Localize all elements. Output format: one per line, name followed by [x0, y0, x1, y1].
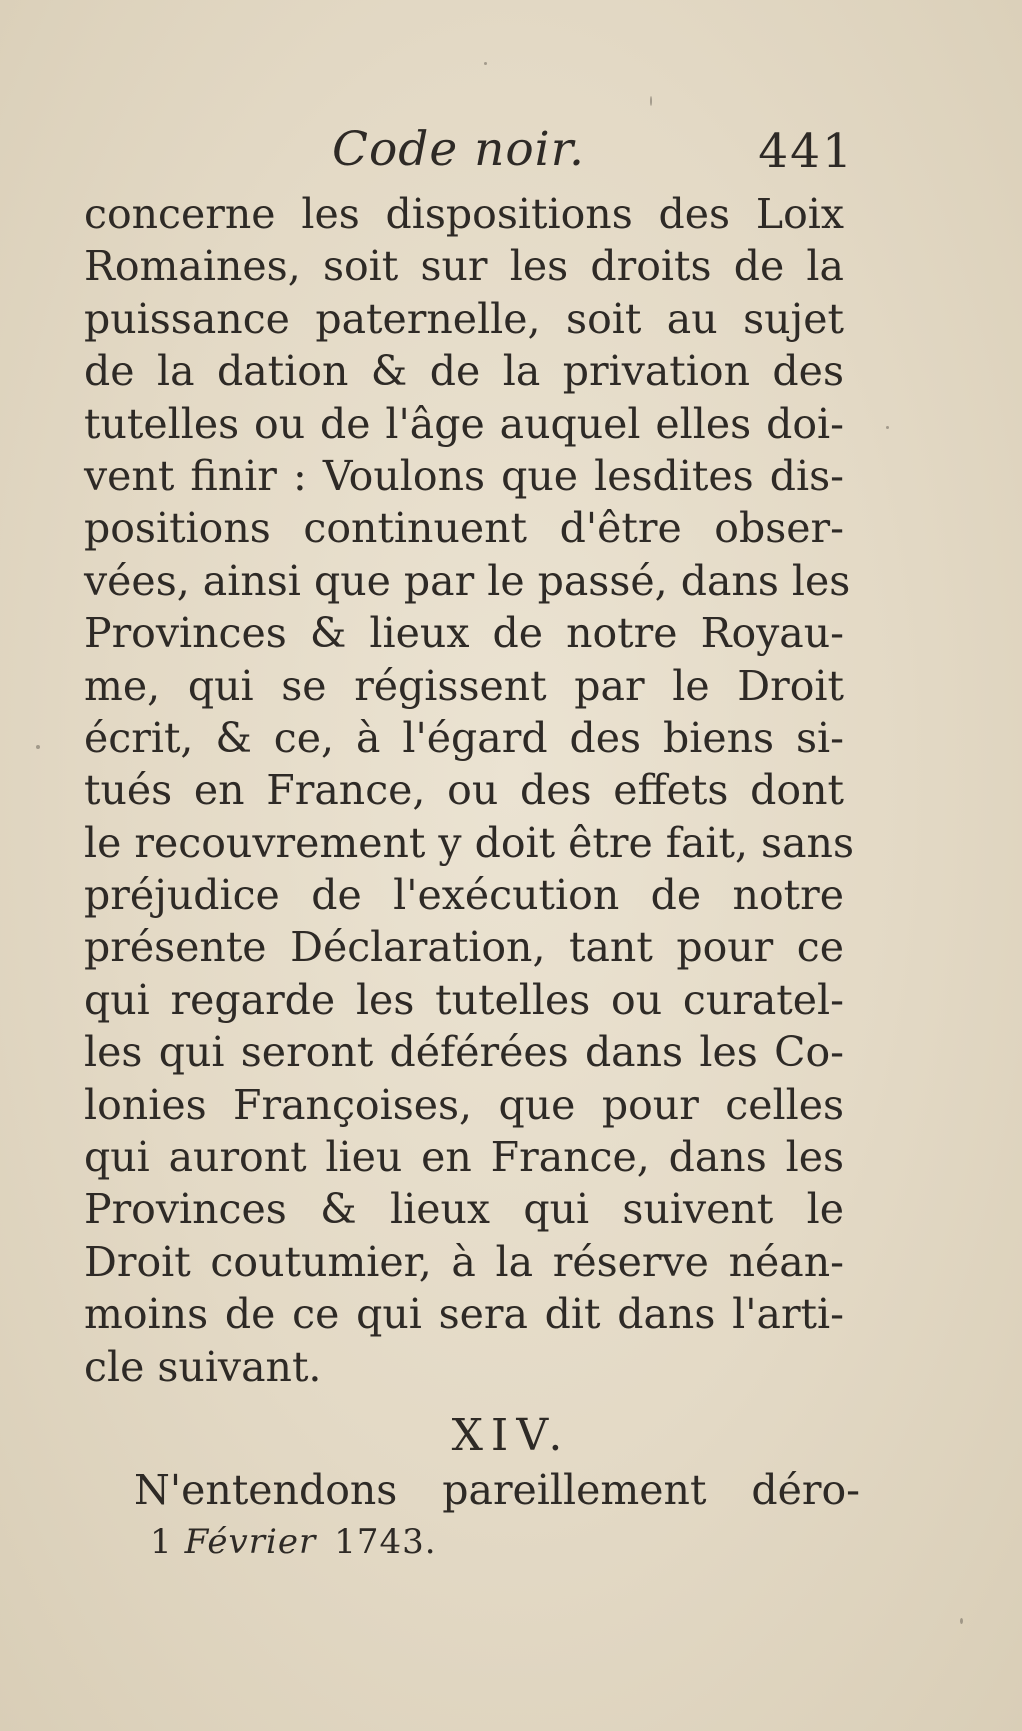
article-heading: XIV. [451, 1410, 571, 1461]
running-title: Code noir. [332, 122, 585, 177]
paper-speck [36, 745, 40, 749]
paper-speck [960, 1618, 963, 1624]
text-line: vent finir : Voulons que lesdites dis- [84, 451, 844, 500]
text-line: lonies Françoises, que pour celles [84, 1080, 844, 1129]
text-line: cle suivant. [84, 1342, 322, 1391]
text-line: moins de ce qui sera dit dans l'arti- [84, 1290, 844, 1339]
paper-speck [484, 62, 487, 65]
text-line: tutelles ou de l'âge auquel elles doi- [84, 399, 844, 448]
text-line: vées, ainsi que par le passé, dans les [84, 556, 851, 605]
signature-year: 1743. [334, 1522, 437, 1562]
body-text [84, 188, 854, 1393]
paper-speck [650, 96, 652, 106]
text-line: le recouvrement y doit être fait, sans [84, 818, 854, 867]
text-line: concerne les dispositions des Loix [84, 190, 844, 238]
running-head [84, 122, 854, 186]
signature-month: Février [184, 1522, 317, 1562]
text-line: écrit, & ce, à l'égard des biens si- [84, 713, 844, 762]
signature-mark: 1 [150, 1522, 173, 1562]
printer-signature [150, 1518, 437, 1566]
paper-speck [886, 426, 889, 429]
text-line: Provinces & lieux de notre Royau- [84, 609, 844, 658]
text-line: Provinces & lieux qui suivent le [84, 1185, 844, 1234]
text-line: préjudice de l'exécution de notre [84, 871, 844, 920]
text-line: présente Déclaration, tant pour ce [84, 923, 844, 972]
article-first-line: N'entendons pareillement déro- [134, 1466, 860, 1514]
text-line: de la dation & de la privation des [84, 347, 844, 396]
text-line: qui regarde les tutelles ou curatel- [84, 975, 844, 1024]
text-line: qui auront lieu en France, dans les [84, 1133, 844, 1182]
text-line: tués en France, ou des effets dont [84, 766, 844, 815]
text-line: les qui seront déférées dans les Co- [84, 1028, 844, 1077]
text-line: puissance paternelle, soit au sujet [84, 294, 844, 343]
text-line: me, qui se régissent par le Droit [84, 661, 844, 710]
text-line: positions continuent d'être obser- [84, 504, 844, 553]
text-line: Droit coutumier, à la réserve néan- [84, 1237, 844, 1286]
page-number: 441 [758, 124, 854, 179]
text-line: Romaines, soit sur les droits de la [84, 242, 844, 291]
